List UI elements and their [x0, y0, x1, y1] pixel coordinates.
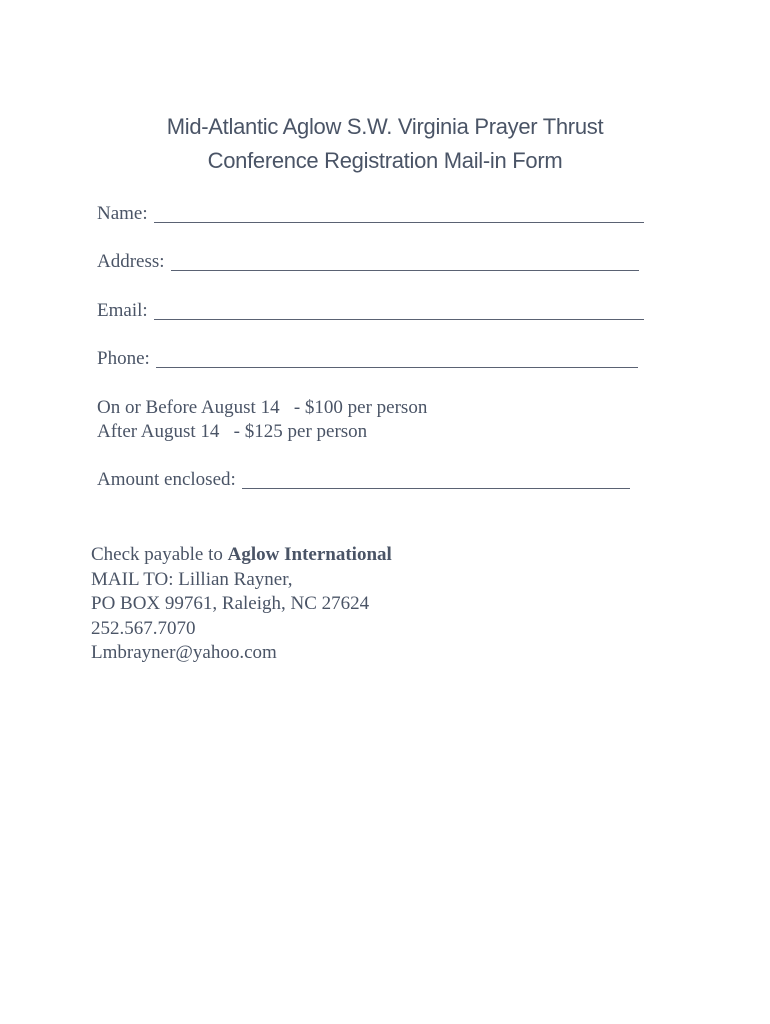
- address-label: Address:: [97, 251, 165, 272]
- price-before: On or Before August 14 - $100 per person: [97, 397, 428, 418]
- amount-label: Amount enclosed:: [97, 469, 236, 490]
- name-line[interactable]: [154, 204, 644, 223]
- phone-field: [97, 347, 638, 371]
- contact-phone: 252.567.7070: [91, 617, 196, 639]
- phone-label: Phone:: [97, 348, 150, 369]
- payee: Aglow International: [227, 544, 392, 565]
- phone-line[interactable]: [156, 349, 638, 368]
- price-after: After August 14 - $125 per person: [97, 421, 368, 442]
- mail-instructions: [91, 543, 392, 666]
- form-title: [0, 110, 770, 178]
- contact-email: Lmbrayner@yahoo.com: [91, 642, 277, 663]
- email-label: Email:: [97, 300, 148, 321]
- name-label: Name:: [97, 203, 148, 224]
- pricing-info: [97, 396, 427, 444]
- check-prefix: Check payable to: [91, 544, 228, 565]
- email-field: [97, 299, 644, 323]
- amount-field: [97, 468, 630, 492]
- email-line[interactable]: [154, 301, 644, 320]
- check-payable: [91, 543, 392, 568]
- address-line[interactable]: [171, 252, 639, 271]
- mail-address: PO BOX 99761, Raleigh, NC 27624: [91, 593, 370, 614]
- name-field: [97, 202, 644, 226]
- title-line-1: Mid-Atlantic Aglow S.W. Virginia Prayer Thrust: [166, 114, 604, 139]
- title-line-2: Conference Registration Mail-in Form: [207, 148, 563, 173]
- mail-to: MAIL TO: Lillian Rayner,: [91, 568, 293, 590]
- amount-line[interactable]: [242, 470, 630, 489]
- address-field: [97, 250, 639, 274]
